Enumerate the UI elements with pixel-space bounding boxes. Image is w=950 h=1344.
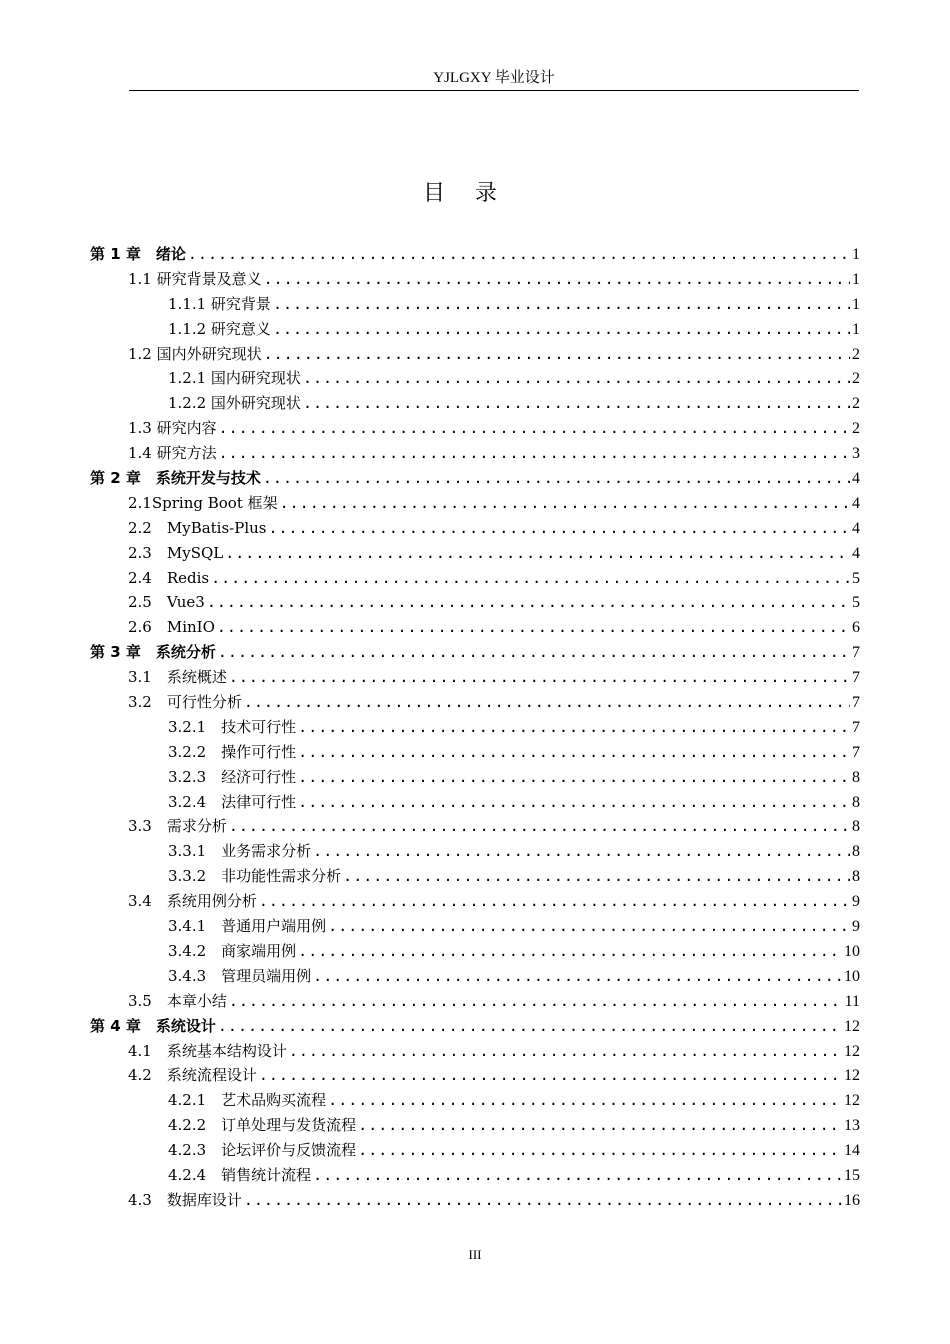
toc-entry-page: 14 — [844, 1142, 860, 1160]
toc-entry-page: 2 — [852, 420, 860, 438]
toc-entry-page: 2 — [852, 345, 860, 363]
toc-entry-page: 7 — [852, 694, 860, 712]
toc-entry-label: 2.4 Redis — [128, 568, 210, 587]
toc-leader-dots — [343, 864, 850, 889]
header-text: YJLGXY 毕业设计 — [433, 70, 555, 86]
toc-leader-dots — [273, 317, 850, 342]
toc-entry-page: 15 — [844, 1166, 860, 1184]
toc-entry-page: 2 — [852, 395, 860, 413]
toc-entry-label: 3.2 可行性分析 — [128, 693, 242, 712]
toc-leader-dots — [298, 715, 850, 740]
toc-entry-page: 11 — [844, 992, 860, 1010]
toc-entry-label: 3.4 系统用例分析 — [128, 892, 257, 911]
toc-entry-page: 12 — [844, 1042, 860, 1060]
toc-entry-label: 2.6 MinIO — [128, 618, 215, 637]
toc-leader-dots — [298, 740, 850, 765]
table-of-contents — [90, 242, 860, 1213]
toc-entry-page: 7 — [852, 669, 860, 687]
toc-entry-page: 5 — [852, 594, 860, 612]
toc-entry[interactable] — [90, 416, 860, 441]
toc-entry[interactable] — [90, 715, 860, 740]
toc-entry[interactable] — [90, 1039, 860, 1064]
toc-entry-label: 3.4.3 管理员端用例 — [168, 966, 312, 985]
toc-entry[interactable] — [90, 989, 860, 1014]
toc-entry-label: 3.2.2 操作可行性 — [168, 742, 297, 761]
toc-leader-dots — [358, 1138, 842, 1163]
toc-entry[interactable] — [90, 740, 860, 765]
toc-entry[interactable] — [90, 1163, 860, 1188]
toc-entry-label: 2.3 MySQL — [128, 543, 224, 562]
toc-entry[interactable] — [90, 267, 860, 292]
toc-entry-page: 3 — [852, 445, 860, 463]
toc-entry[interactable] — [90, 964, 860, 989]
toc-entry-page: 8 — [852, 843, 860, 861]
toc-leader-dots — [264, 267, 850, 292]
toc-entry[interactable] — [90, 391, 860, 416]
toc-chapter-entry[interactable] — [90, 242, 860, 267]
toc-entry-label: 4.2 系统流程设计 — [128, 1066, 257, 1085]
toc-leader-dots — [229, 665, 850, 690]
toc-entry[interactable] — [90, 1113, 860, 1138]
toc-entry[interactable] — [90, 914, 860, 939]
toc-entry-label: 第 1 章 绪论 — [90, 245, 186, 263]
toc-leader-dots — [188, 242, 850, 267]
toc-entry[interactable] — [90, 317, 860, 342]
toc-entry-page: 6 — [852, 619, 860, 637]
toc-entry[interactable] — [90, 615, 860, 640]
toc-entry[interactable] — [90, 441, 860, 466]
toc-entry[interactable] — [90, 1063, 860, 1088]
toc-entry-label: 1.1.2 研究意义 — [168, 319, 271, 338]
toc-entry[interactable] — [90, 366, 860, 391]
toc-leader-dots — [219, 416, 850, 441]
toc-leader-dots — [298, 765, 850, 790]
toc-entry-page: 12 — [844, 1092, 860, 1110]
toc-entry-page: 10 — [844, 942, 860, 960]
toc-entry[interactable] — [90, 1088, 860, 1113]
toc-entry-page: 1 — [852, 270, 860, 288]
toc-entry-label: 3.2.4 法律可行性 — [168, 792, 297, 811]
toc-leader-dots — [313, 964, 842, 989]
toc-leader-dots — [218, 640, 850, 665]
toc-entry-label: 1.2 国内外研究现状 — [128, 344, 262, 363]
toc-entry-label: 3.5 本章小结 — [128, 991, 227, 1010]
toc-leader-dots — [303, 366, 850, 391]
toc-leader-dots — [244, 1188, 842, 1213]
toc-entry-label: 1.1.1 研究背景 — [168, 294, 271, 313]
toc-entry-label: 3.3.1 业务需求分析 — [168, 842, 312, 861]
toc-entry[interactable] — [90, 541, 860, 566]
toc-entry-page: 9 — [852, 893, 860, 911]
toc-entry-page: 12 — [844, 1017, 860, 1035]
toc-entry-page: 8 — [852, 768, 860, 786]
toc-entry-label: 2.1Spring Boot 框架 — [128, 493, 278, 512]
toc-chapter-entry[interactable] — [90, 640, 860, 665]
toc-entry-label: 2.2 MyBatis-Plus — [128, 518, 267, 537]
toc-entry-label: 1.1 研究背景及意义 — [128, 269, 262, 288]
toc-entry[interactable] — [90, 491, 860, 516]
toc-leader-dots — [219, 441, 850, 466]
toc-entry-label: 4.2.3 论坛评价与反馈流程 — [168, 1141, 357, 1160]
toc-entry-page: 5 — [852, 569, 860, 587]
toc-leader-dots — [244, 690, 850, 715]
toc-entry[interactable] — [90, 1138, 860, 1163]
toc-entry[interactable] — [90, 665, 860, 690]
toc-chapter-entry[interactable] — [90, 1014, 860, 1039]
toc-chapter-entry[interactable] — [90, 466, 860, 491]
toc-entry[interactable] — [90, 765, 860, 790]
toc-entry-page: 4 — [852, 519, 860, 537]
page-header — [129, 68, 859, 91]
toc-leader-dots — [263, 466, 850, 491]
toc-entry-label: 4.2.4 销售统计流程 — [168, 1165, 312, 1184]
toc-entry[interactable] — [90, 889, 860, 914]
toc-entry-page: 7 — [852, 644, 860, 662]
toc-entry-page: 4 — [852, 494, 860, 512]
toc-entry-page: 16 — [844, 1191, 860, 1209]
toc-leader-dots — [229, 814, 850, 839]
toc-entry[interactable] — [90, 814, 860, 839]
toc-entry-label: 第 3 章 系统分析 — [90, 643, 216, 662]
toc-entry-label: 3.2.3 经济可行性 — [168, 767, 297, 786]
toc-entry[interactable] — [90, 790, 860, 815]
toc-leader-dots — [259, 1063, 842, 1088]
toc-leader-dots — [211, 566, 850, 591]
toc-leader-dots — [264, 342, 850, 367]
toc-entry[interactable] — [90, 292, 860, 317]
toc-entry-page: 8 — [852, 793, 860, 811]
toc-leader-dots — [328, 1088, 842, 1113]
page-footer — [0, 1247, 950, 1263]
footer-page-number: III — [468, 1247, 482, 1262]
toc-entry-label: 3.4.1 普通用户端用例 — [168, 917, 327, 936]
toc-entry-label: 1.2.2 国外研究现状 — [168, 394, 301, 413]
toc-entry[interactable] — [90, 864, 860, 889]
toc-entry-page: 12 — [844, 1067, 860, 1085]
toc-entry-page: 4 — [852, 470, 860, 488]
toc-entry-page: 7 — [852, 718, 860, 736]
toc-entry-page: 8 — [852, 868, 860, 886]
toc-entry-label: 1.4 研究方法 — [128, 444, 217, 463]
toc-title: 目录 — [422, 181, 527, 206]
toc-leader-dots — [273, 292, 850, 317]
toc-leader-dots — [280, 491, 850, 516]
toc-entry-label: 1.3 研究内容 — [128, 419, 217, 438]
toc-entry[interactable] — [90, 690, 860, 715]
toc-leader-dots — [289, 1039, 842, 1064]
toc-entry-label: 3.1 系统概述 — [128, 668, 227, 687]
toc-entry-page: 2 — [852, 370, 860, 388]
toc-entry[interactable] — [90, 566, 860, 591]
toc-entry[interactable] — [90, 342, 860, 367]
toc-leader-dots — [298, 939, 842, 964]
toc-leader-dots — [217, 615, 850, 640]
toc-leader-dots — [207, 590, 850, 615]
toc-leader-dots — [229, 989, 843, 1014]
toc-entry[interactable] — [90, 516, 860, 541]
toc-entry-page: 9 — [852, 918, 860, 936]
toc-leader-dots — [259, 889, 850, 914]
toc-leader-dots — [313, 1163, 842, 1188]
toc-leader-dots — [218, 1014, 842, 1039]
toc-entry-label: 3.3.2 非功能性需求分析 — [168, 867, 342, 886]
toc-entry-label: 3.4.2 商家端用例 — [168, 941, 297, 960]
toc-entry[interactable] — [90, 590, 860, 615]
toc-entry[interactable] — [90, 1188, 860, 1213]
toc-entry-page: 1 — [852, 246, 860, 263]
toc-entry-label: 第 2 章 系统开发与技术 — [90, 469, 261, 488]
toc-entry-page: 7 — [852, 743, 860, 761]
toc-leader-dots — [303, 391, 850, 416]
toc-entry-label: 3.3 需求分析 — [128, 817, 227, 836]
toc-entry-label: 4.2.1 艺术品购买流程 — [168, 1091, 327, 1110]
toc-entry-label: 3.2.1 技术可行性 — [168, 717, 297, 736]
toc-leader-dots — [225, 541, 850, 566]
toc-entry-label: 第 4 章 系统设计 — [90, 1016, 216, 1035]
toc-entry-label: 4.3 数据库设计 — [128, 1190, 242, 1209]
toc-entry-page: 13 — [844, 1117, 860, 1135]
toc-entry-page: 4 — [852, 544, 860, 562]
toc-leader-dots — [313, 839, 850, 864]
toc-leader-dots — [298, 790, 850, 815]
toc-entry-label: 4.1 系统基本结构设计 — [128, 1041, 287, 1060]
toc-entry-page: 10 — [844, 967, 860, 985]
toc-entry[interactable] — [90, 939, 860, 964]
toc-leader-dots — [358, 1113, 842, 1138]
toc-entry-page: 8 — [852, 818, 860, 836]
toc-entry-label: 2.5 Vue3 — [128, 593, 205, 612]
toc-leader-dots — [328, 914, 850, 939]
toc-leader-dots — [269, 516, 851, 541]
toc-entry-page: 1 — [852, 295, 860, 313]
toc-entry-label: 1.2.1 国内研究现状 — [168, 369, 301, 388]
toc-entry[interactable] — [90, 839, 860, 864]
toc-entry-label: 4.2.2 订单处理与发货流程 — [168, 1116, 357, 1135]
toc-entry-page: 1 — [852, 320, 860, 338]
